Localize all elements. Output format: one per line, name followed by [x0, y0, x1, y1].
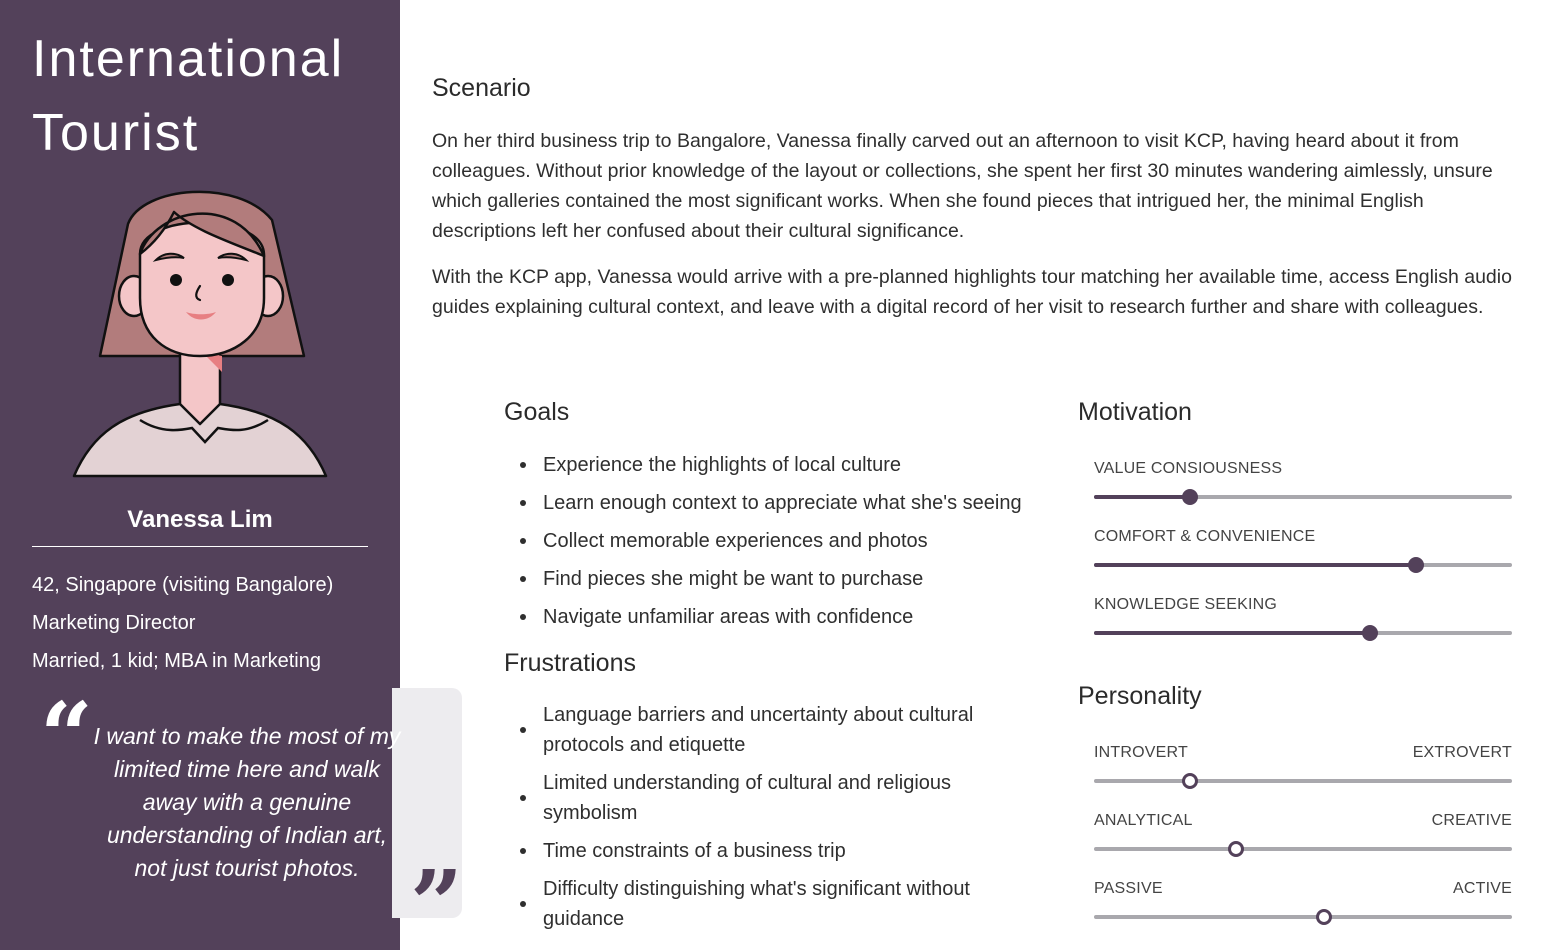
slider-left-label: PASSIVE — [1094, 880, 1163, 897]
personality-slider-labels — [1094, 880, 1512, 898]
persona-title-line1: International — [32, 30, 345, 88]
scenario-paragraph-2: With the KCP app, Vanessa would arrive with a pre-planned highlights tour matching her available time, access English audio guides explaining cultural context, and leave with a digital record of her visit to research further and share with colleagues. — [432, 266, 1512, 318]
goal-item: Experience the highlights of local culture — [518, 446, 1063, 484]
motivation-slider-label: VALUE CONSIOUSNESS — [1094, 460, 1283, 477]
slider-knob — [1316, 909, 1332, 925]
persona-avatar — [70, 172, 330, 478]
slider-knob — [1182, 489, 1198, 505]
open-quote-icon: “ — [40, 682, 93, 790]
persona-facts — [32, 566, 392, 680]
frustrations-list — [518, 696, 1018, 938]
goals-list — [518, 446, 1063, 636]
passive-active-slider — [1094, 915, 1512, 919]
scenario-paragraph-1: On her third business trip to Bangalore, Vanessa finally carved out an afternoon to visit KCP, having heard about it from colleagues. Without prior knowledge of the layout or collections, she spent her first 30 minutes wandering aimlessly, unsure which galleries contained the most significant works. When she found pieces that intrigued her, the minimal English descriptions left her confused about their cultural significance. — [432, 130, 1493, 242]
personality-slider-labels — [1094, 744, 1512, 762]
frustration-item: Language barriers and uncertainty about cultural protocols and etiquette — [518, 696, 1018, 764]
motivation-slider-label: KNOWLEDGE SEEKING — [1094, 596, 1277, 613]
fact-occupation: Marketing Director — [32, 612, 196, 634]
slider-right-label: EXTROVERT — [1412, 744, 1512, 761]
slider-knob — [1408, 557, 1424, 573]
persona-title — [32, 22, 392, 170]
name-divider — [32, 546, 368, 547]
slider-knob — [1362, 625, 1378, 641]
personality-slider-labels — [1094, 812, 1512, 830]
slider-knob — [1182, 773, 1198, 789]
introvert-extrovert-slider — [1094, 779, 1512, 783]
frustration-item: Limited understanding of cultural and religious symbolism — [518, 764, 1018, 832]
goal-item: Learn enough context to appreciate what she's seeing — [518, 484, 1063, 522]
scenario-title: Scenario — [432, 74, 531, 102]
slider-left-label: ANALYTICAL — [1094, 812, 1193, 829]
motivation-title: Motivation — [1078, 398, 1192, 426]
persona-title-line2: Tourist — [32, 104, 200, 162]
goal-item: Find pieces she might be want to purchase — [518, 560, 1063, 598]
close-quote-icon: ” — [410, 850, 463, 950]
slider-fill — [1094, 563, 1416, 567]
slider-left-label: INTROVERT — [1094, 744, 1188, 761]
comfort-convenience-slider — [1094, 563, 1512, 567]
frustration-item: Difficulty distinguishing what's significant without guidance — [518, 870, 1018, 938]
slider-right-label: ACTIVE — [1453, 880, 1512, 897]
fact-age-location: 42, Singapore (visiting Bangalore) — [32, 574, 334, 596]
motivation-slider-label: COMFORT & CONVENIENCE — [1094, 528, 1316, 545]
slider-knob — [1228, 841, 1244, 857]
analytical-creative-slider — [1094, 847, 1512, 851]
persona-name: Vanessa Lim — [127, 506, 273, 533]
frustration-item: Time constraints of a business trip — [518, 832, 1018, 870]
goal-item: Navigate unfamiliar areas with confidence — [518, 598, 1063, 636]
frustrations-title: Frustrations — [504, 649, 636, 677]
slider-fill — [1094, 631, 1370, 635]
knowledge-seeking-slider — [1094, 631, 1512, 635]
goal-item: Collect memorable experiences and photos — [518, 522, 1063, 560]
goals-title: Goals — [504, 398, 570, 426]
value-consciousness-slider — [1094, 495, 1512, 499]
persona-quote: I want to make the most of my limited time here and walk away with a genuine understanding of Indian art, not just tourist photos. — [93, 723, 401, 881]
slider-fill — [1094, 495, 1190, 499]
personality-title: Personality — [1078, 682, 1202, 710]
slider-right-label: CREATIVE — [1431, 812, 1512, 829]
fact-family-education: Married, 1 kid; MBA in Marketing — [32, 650, 321, 672]
